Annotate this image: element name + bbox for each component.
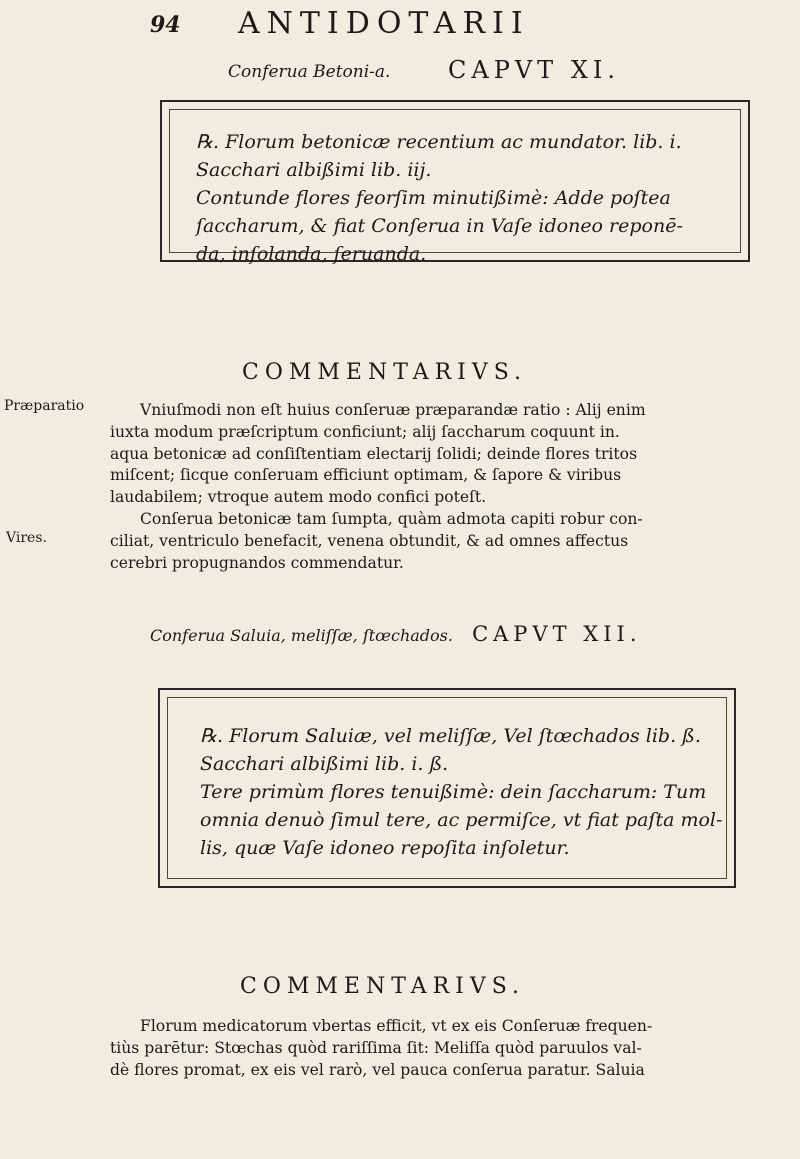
recipe-line: lis, quæ Vaſe idoneo repoſita inſoletur. xyxy=(200,837,570,859)
text-line: Vniuſmodi non eſt huius conſeruæ præparandæ ratio : Alij enim xyxy=(140,401,646,419)
chapter-12-recipe-text xyxy=(200,722,722,862)
text-line: tiùs parētur: Stœchas quòd rariſſima ſit: Meliſſa quòd paruulos val- xyxy=(110,1038,642,1057)
text-line: Florum medicatorum vbertas efficit, vt ex eis Conſeruæ frequen- xyxy=(140,1017,653,1035)
recipe-line: Sacchari albißimi lib. i. ß. xyxy=(200,753,449,775)
text-line: ciliat, ventriculo benefacit, venena obtundit, & ad omnes affectus xyxy=(110,531,629,550)
text-line: iuxta modum præſcriptum conficiunt; alij ſaccharum coquunt in. xyxy=(110,422,620,441)
chapter-11-subtitle: Conferua Betoni-a. xyxy=(228,62,391,82)
text-line: laudabilem; vtroque autem modo confici poteſt. xyxy=(110,488,487,507)
recipe-line: da, inſolanda, ſeruanda. xyxy=(196,243,427,265)
chapter-11-recipe-box xyxy=(160,100,750,265)
margin-note-preparatio: Præparatio xyxy=(4,398,85,414)
running-title: ANTIDOTARII xyxy=(238,6,530,41)
chapter-11-heading: CAPVT XI. xyxy=(448,56,621,84)
recipe-line: omnia denuò ſimul tere, ac permiſce, vt fiat paſta mol- xyxy=(200,809,723,831)
recipe-line: Sacchari albißimi lib. iij. xyxy=(196,159,432,181)
recipe-line: Tere primùm flores tenuißimè: dein ſaccharum: Tum xyxy=(200,781,707,803)
page-number: 94 xyxy=(150,12,181,38)
chapter-12-subtitle: Conferua Saluia, meliſſæ, ſtœchados. xyxy=(150,626,453,645)
chapter-11-recipe-text xyxy=(196,128,683,268)
chapter-12-heading: CAPVT XII. xyxy=(472,622,642,646)
chapter-11-commentary xyxy=(110,400,766,574)
recipe-line: ſaccharum, & fiat Conſerua in Vaſe idoneo reponē- xyxy=(196,215,683,237)
chapter-12-commentary xyxy=(110,1016,766,1081)
text-line: Conſerua betonicæ tam ſumpta, quàm admota capiti robur con- xyxy=(140,509,643,528)
chapter-12-commentary-heading: COMMENTARIVS. xyxy=(240,974,526,999)
margin-note-vires: Vires. xyxy=(6,530,47,546)
text-line: miſcent; ſicque conſeruam efficiunt optimam, & ſapore & viribus xyxy=(110,466,622,485)
text-line: aqua betonicæ ad conſiſtentiam electarij ſolidi; deinde flores tritos xyxy=(110,444,638,463)
recipe-line: ℞. Florum Saluiæ, vel meliſſæ, Vel ſtœchados lib. ß. xyxy=(200,725,701,747)
recipe-line: Contunde flores feorſim minutißimè: Adde poſtea xyxy=(196,187,671,209)
chapter-12-recipe-box xyxy=(158,688,736,888)
recipe-line: ℞. Florum betonicæ recentium ac mundator. lib. i. xyxy=(196,131,682,153)
chapter-11-commentary-heading: COMMENTARIVS. xyxy=(242,360,528,385)
text-line: cerebri propugnandos commendatur. xyxy=(110,553,404,572)
chapter-12-title-line xyxy=(150,622,642,646)
text-line: dè flores promat, ex eis vel rarò, vel pauca conſerua paratur. Saluia xyxy=(110,1060,645,1079)
